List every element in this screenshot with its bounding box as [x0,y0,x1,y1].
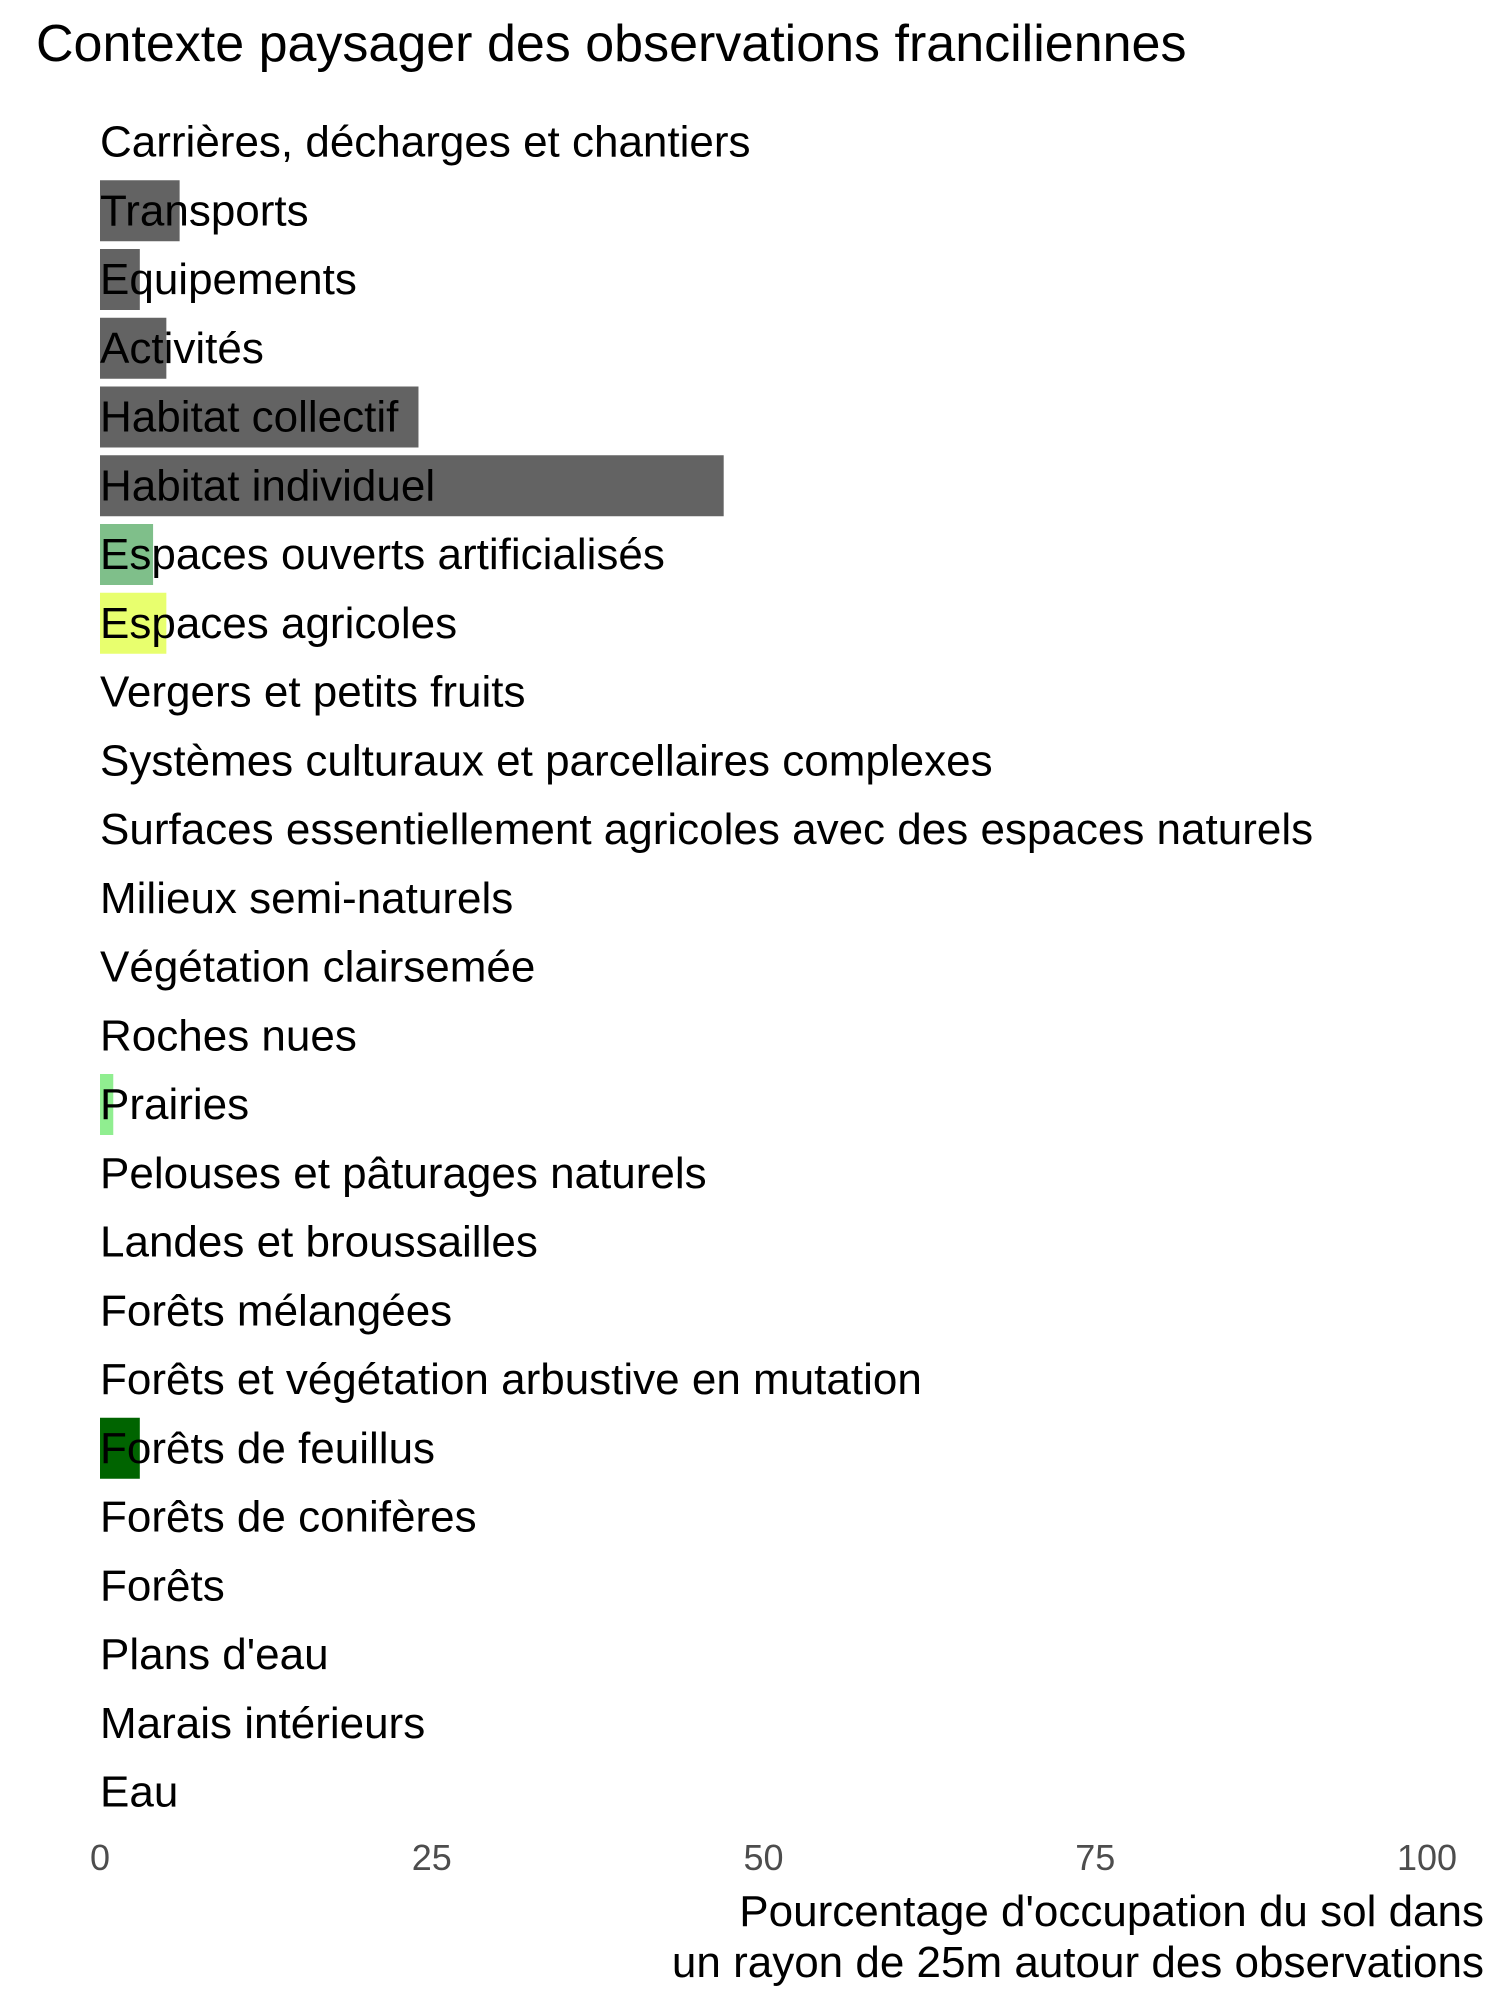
x-tick-label: 25 [411,1837,452,1878]
category-labels-layer [100,118,1313,1817]
category-label: Activités [100,323,264,373]
category-label: Espaces agricoles [100,598,458,648]
chart-title: Contexte paysager des observations franciliennes [36,15,1187,73]
category-label: Carrières, décharges et chantiers [100,117,751,167]
category-label: Forêts mélangées [100,1286,453,1336]
category-label: Eau [100,1767,179,1817]
category-label: Transports [100,186,309,236]
category-label: Surfaces essentiellement agricoles avec des espaces naturels [100,805,1314,854]
category-label: Plans d'eau [100,1630,329,1679]
x-axis-ticks-layer [90,1837,1457,1878]
x-axis-title [672,1886,1484,1988]
x-tick-label: 0 [89,1837,111,1878]
category-label: Equipements [100,255,357,304]
category-label: Roches nues [100,1011,357,1061]
x-tick-label: 75 [1075,1837,1116,1878]
category-label: Forêts de feuillus [100,1423,436,1473]
x-axis-title-line-2: un rayon de 25m autour des observations [671,1938,1484,1987]
x-tick-label: 100 [1396,1837,1458,1878]
category-label: Habitat collectif [100,392,399,442]
category-label: Espaces ouverts artificialisés [100,530,665,579]
category-label: Landes et broussailles [100,1217,538,1267]
category-label: Prairies [100,1080,250,1129]
category-label: Milieux semi-naturels [100,873,514,923]
category-label: Habitat individuel [100,461,436,511]
category-label: Marais intérieurs [100,1698,426,1748]
x-axis-title-line-1: Pourcentage d'occupation du sol dans [739,1887,1484,1936]
category-label: Forêts de conifères [100,1492,477,1542]
category-label: Végétation clairsemée [100,942,536,992]
category-label: Pelouses et pâturages naturels [100,1148,707,1198]
category-label: Vergers et petits fruits [100,667,526,717]
category-label: Forêts et végétation arbustive en mutation [100,1355,922,1404]
x-tick-label: 50 [743,1837,784,1878]
category-label: Systèmes culturaux et parcellaires complexes [100,736,993,786]
category-label: Forêts [100,1561,225,1611]
